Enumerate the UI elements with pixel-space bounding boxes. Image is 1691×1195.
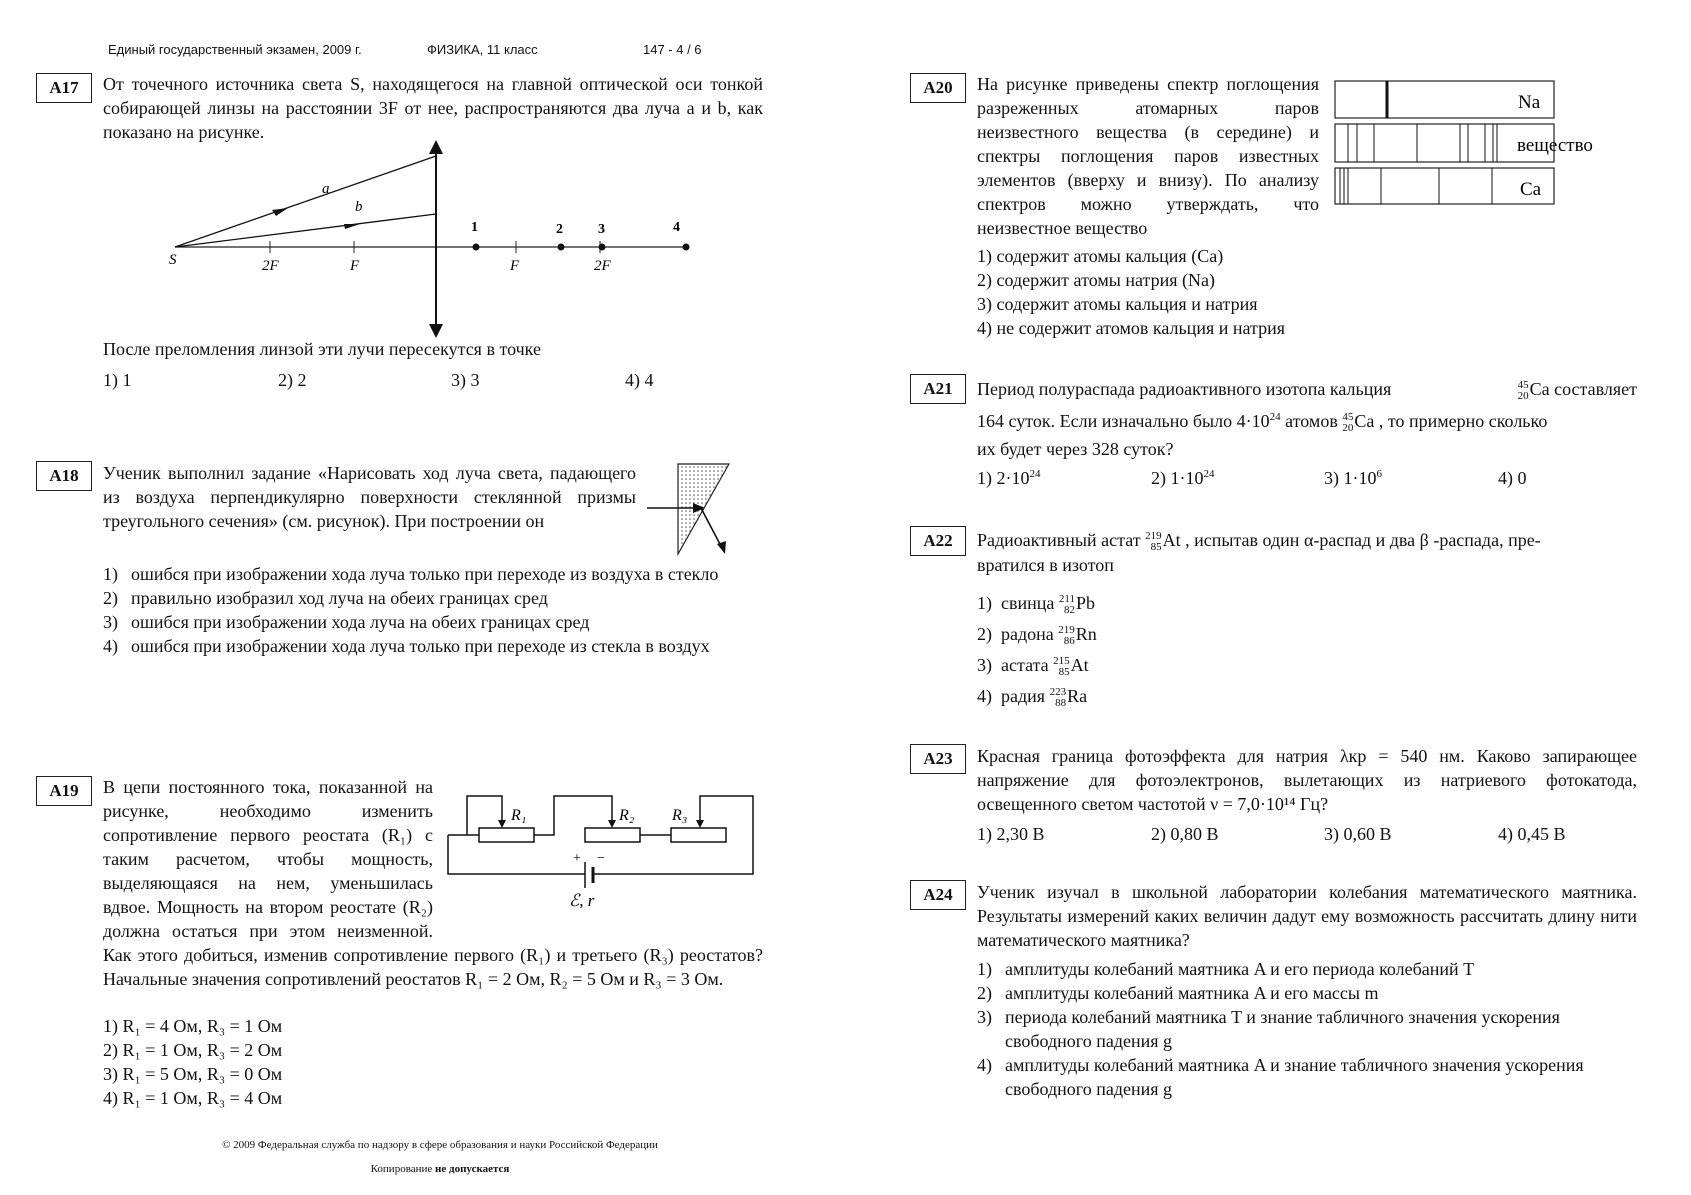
label-substance: вещество bbox=[1517, 135, 1593, 156]
header-exam: Единый государственный экзамен, 2009 г. bbox=[108, 42, 362, 57]
label-na: Na bbox=[1518, 92, 1541, 113]
a22-option-1[interactable]: 1) свинца 211 82 Pb bbox=[977, 592, 1095, 616]
label-2f-left: 2F bbox=[262, 258, 279, 274]
label-point-1: 1 bbox=[471, 220, 478, 235]
a22-option-4[interactable]: 4) радия 223 88 Ra bbox=[977, 685, 1088, 709]
ray-b-arrow bbox=[344, 224, 360, 229]
label-point-3: 3 bbox=[598, 222, 605, 237]
a18-option-4[interactable]: 4) ошибся при изображении хода луча только при переходе из стекла в воздух bbox=[103, 636, 710, 656]
question-label-a17: А17 bbox=[36, 73, 92, 103]
lens-arrow-bottom bbox=[429, 324, 443, 338]
a21-text: Период полураспада радиоактивного изотопа кальция 45 20 Ca составляет 164 суток. Если изначально было $4\cdot 10^{24}$ атомов 45 20 Ca , то примерно сколько их будет через 328 суток? bbox=[977, 373, 1637, 461]
rheostat-r1 bbox=[479, 828, 534, 842]
question-label-a23: А23 bbox=[910, 744, 966, 774]
a24-option-3[interactable]: 3) периода колебаний маятника T и знание табличного значения ускорения свободного падения g bbox=[977, 1007, 1560, 1051]
a17-option-2[interactable]: 2) 2 bbox=[278, 370, 307, 390]
label-2f-right: 2F bbox=[594, 258, 611, 274]
label-r3: R₃ bbox=[672, 807, 688, 824]
a22-option-2[interactable]: 2) радона 219 86 Rn bbox=[977, 623, 1097, 647]
label-source: S bbox=[169, 252, 177, 268]
prism bbox=[678, 464, 729, 554]
a18-text: Ученик выполнил задание «Нарисовать ход луча света, падающего из воздуха перпендикулярно поверхности стеклянной призмы треугольного сечения» (см. рисунок). При построении он bbox=[103, 463, 636, 531]
point-1 bbox=[473, 244, 480, 251]
a18-option-2[interactable]: 2) правильно изобразил ход луча на обеих границах сред bbox=[103, 588, 548, 608]
label-r1: R₁ bbox=[511, 807, 527, 824]
ray-a-arrow bbox=[272, 208, 288, 216]
label-ray-a: a bbox=[322, 181, 330, 197]
a24-option-2[interactable]: 2) амплитуды колебаний маятника A и его массы m bbox=[977, 983, 1379, 1003]
label-ca: Ca bbox=[1520, 179, 1542, 200]
a20-option-1[interactable]: 1) содержит атомы кальция (Ca) bbox=[977, 246, 1224, 266]
point-4 bbox=[683, 244, 690, 251]
a17-question: После преломления линзой эти лучи пересекутся в точке bbox=[103, 339, 541, 359]
ray-a bbox=[175, 156, 436, 247]
a17-option-1[interactable]: 1) 1 bbox=[103, 370, 132, 390]
a17-lens-figure bbox=[170, 140, 700, 340]
a23-text: Красная граница фотоэффекта для натрия λкр = 540 нм. Каково запирающее напряжение для фотоэлектронов, вылетающих из натриевого фотокатода, освещенного светом частотой ν = 7,0·10¹⁴ Гц? bbox=[977, 746, 1637, 814]
a23-option-3[interactable]: 3) 0,60 В bbox=[1324, 824, 1392, 844]
header-page: 147 - 4 / 6 bbox=[643, 42, 702, 57]
question-label-a21: А21 bbox=[910, 374, 966, 404]
a17-option-4[interactable]: 4) 4 bbox=[625, 370, 654, 390]
point-3 bbox=[599, 244, 606, 251]
question-label-a19: А19 bbox=[36, 776, 92, 806]
a19-text-body: В цепи постоянного тока, показанной на рисунке, необходимо изменить сопротивление первого реостата (R₁) с таким расчетом, чтобы мощность, выделяющаяся на нем, уменьшилась вдвое. Мощность на втором реостате (R₂) должна остаться при этом неизменной. Как этого добиться, изменив сопротивление первого (R₁) и третьего (R₃) реостатов? Начальные значения сопротивлений реостатов R₁ = 2 Ом, R₂ = 5 Ом и R₃ = 3 Ом. bbox=[103, 777, 763, 989]
a19-circuit-figure bbox=[445, 790, 765, 918]
a22-options bbox=[977, 588, 1097, 712]
a22-line1: Радиоактивный астат bbox=[977, 530, 1141, 550]
question-label-a22: А22 bbox=[910, 526, 966, 556]
a22-line2: вратился в изотоп bbox=[977, 554, 1114, 575]
a19-option-1[interactable]: 1) R₁ = 4 Ом, R₃ = 1 Ом bbox=[103, 1016, 283, 1036]
a20-option-2[interactable]: 2) содержит атомы натрия (Na) bbox=[977, 270, 1215, 290]
label-emf: ℰ, r bbox=[569, 891, 595, 910]
a22-text: Радиоактивный астат 219 85 At , испытав один α-распад и два β -распада, пре- вратился в изотоп bbox=[977, 528, 1637, 577]
a24-options bbox=[977, 957, 1632, 1101]
battery-plus: + bbox=[573, 851, 581, 866]
point-2 bbox=[558, 244, 565, 251]
a20-option-3[interactable]: 3) содержит атомы кальция и натрия bbox=[977, 294, 1258, 314]
a21-option-4[interactable]: 4) 0 bbox=[1498, 468, 1527, 488]
label-point-4: 4 bbox=[673, 220, 680, 235]
a24-option-1[interactable]: 1) амплитуды колебаний маятника A и его периода колебаний T bbox=[977, 959, 1475, 979]
lens-arrow-top bbox=[429, 140, 443, 154]
question-label-a18: А18 bbox=[36, 461, 92, 491]
refracted-ray bbox=[701, 508, 722, 548]
footer-copy-forbidden: не допускается bbox=[435, 1163, 510, 1175]
a18-options bbox=[103, 562, 743, 658]
a21-option-1[interactable]: 1) $2\cdot 10^{24}$ bbox=[977, 468, 1041, 488]
a17-text: От точечного источника света S, находящегося на главной оптической оси тонкой собирающей линзы на расстоянии 3F от нее, распространяются два луча a и b, как показано на рисунке. bbox=[103, 74, 763, 142]
a20-spectra-figure bbox=[1334, 80, 1593, 210]
a19-option-4[interactable]: 4) R₁ = 1 Ом, R₃ = 4 Ом bbox=[103, 1088, 283, 1108]
footer-copyright: © 2009 Федеральная служба по надзору в сфере образования и науки Российской Федерации bbox=[222, 1139, 658, 1151]
a21-line1: Период полураспада радиоактивного изотопа кальция bbox=[977, 379, 1392, 399]
a22-option-3[interactable]: 3) астата 215 85 At bbox=[977, 654, 1089, 678]
question-label-a24: А24 bbox=[910, 880, 966, 910]
a23-option-4[interactable]: 4) 0,45 В bbox=[1498, 824, 1566, 844]
label-r2: R₂ bbox=[619, 807, 635, 824]
a19-option-2[interactable]: 2) R₁ = 1 Ом, R₃ = 2 Ом bbox=[103, 1040, 283, 1060]
a20-options bbox=[977, 244, 1285, 340]
question-label-a20: А20 bbox=[910, 73, 966, 103]
ray-b bbox=[175, 214, 436, 247]
a21-option-3[interactable]: 3) $1\cdot 10^6$ bbox=[1324, 468, 1382, 488]
label-f-right: F bbox=[510, 258, 520, 274]
a21-line1-end: Ca составляет bbox=[1529, 379, 1637, 399]
rheostat-r2 bbox=[585, 828, 640, 842]
a21-option-2[interactable]: 2) $1\cdot 10^{24}$ bbox=[1151, 468, 1215, 488]
a17-option-3[interactable]: 3) 3 bbox=[451, 370, 480, 390]
a21-line2: 164 суток. Если изначально было 4·10 bbox=[977, 411, 1270, 431]
battery-minus: − bbox=[597, 851, 605, 866]
a18-prism-figure bbox=[645, 462, 731, 558]
a24-text: Ученик изучал в школьной лаборатории колебания математического маятника. Результаты измерений каких величин дадут ему возможность рассчитать длину нити математического маятника? bbox=[977, 882, 1637, 950]
a23-option-2[interactable]: 2) 0,80 В bbox=[1151, 824, 1219, 844]
a21-line3: их будет через 328 суток? bbox=[977, 439, 1174, 459]
a20-text: На рисунке приведены спектр поглощения разреженных атомарных паров неизвестного вещества (в середине) и спектры поглощения паров известных элементов (вверху и внизу). По анализу спектров можно утверждать, что неизвестное вещество bbox=[977, 74, 1319, 238]
rheostat-r3 bbox=[671, 828, 726, 842]
a18-option-3[interactable]: 3) ошибся при изображении хода луча на обеих границах сред bbox=[103, 612, 590, 632]
a24-option-4[interactable]: 4) амплитуды колебаний маятника A и знание табличного значения ускорения свободного падения g bbox=[977, 1055, 1584, 1099]
footer bbox=[120, 1133, 760, 1181]
label-point-2: 2 bbox=[556, 222, 563, 237]
a23-option-1[interactable]: 1) 2,30 В bbox=[977, 824, 1045, 844]
header-subject: ФИЗИКА, 11 класс bbox=[427, 42, 538, 57]
a19-option-3[interactable]: 3) R₁ = 5 Ом, R₃ = 0 Ом bbox=[103, 1064, 283, 1084]
label-ray-b: b bbox=[355, 199, 363, 215]
a19-options bbox=[103, 1014, 282, 1110]
label-f-left: F bbox=[350, 258, 360, 274]
a20-option-4[interactable]: 4) не содержит атомов кальция и натрия bbox=[977, 318, 1286, 338]
a18-option-1[interactable]: 1) ошибся при изображении хода луча только при переходе из воздуха в стекло bbox=[103, 564, 719, 584]
footer-copy-note: Копирование bbox=[370, 1163, 436, 1175]
